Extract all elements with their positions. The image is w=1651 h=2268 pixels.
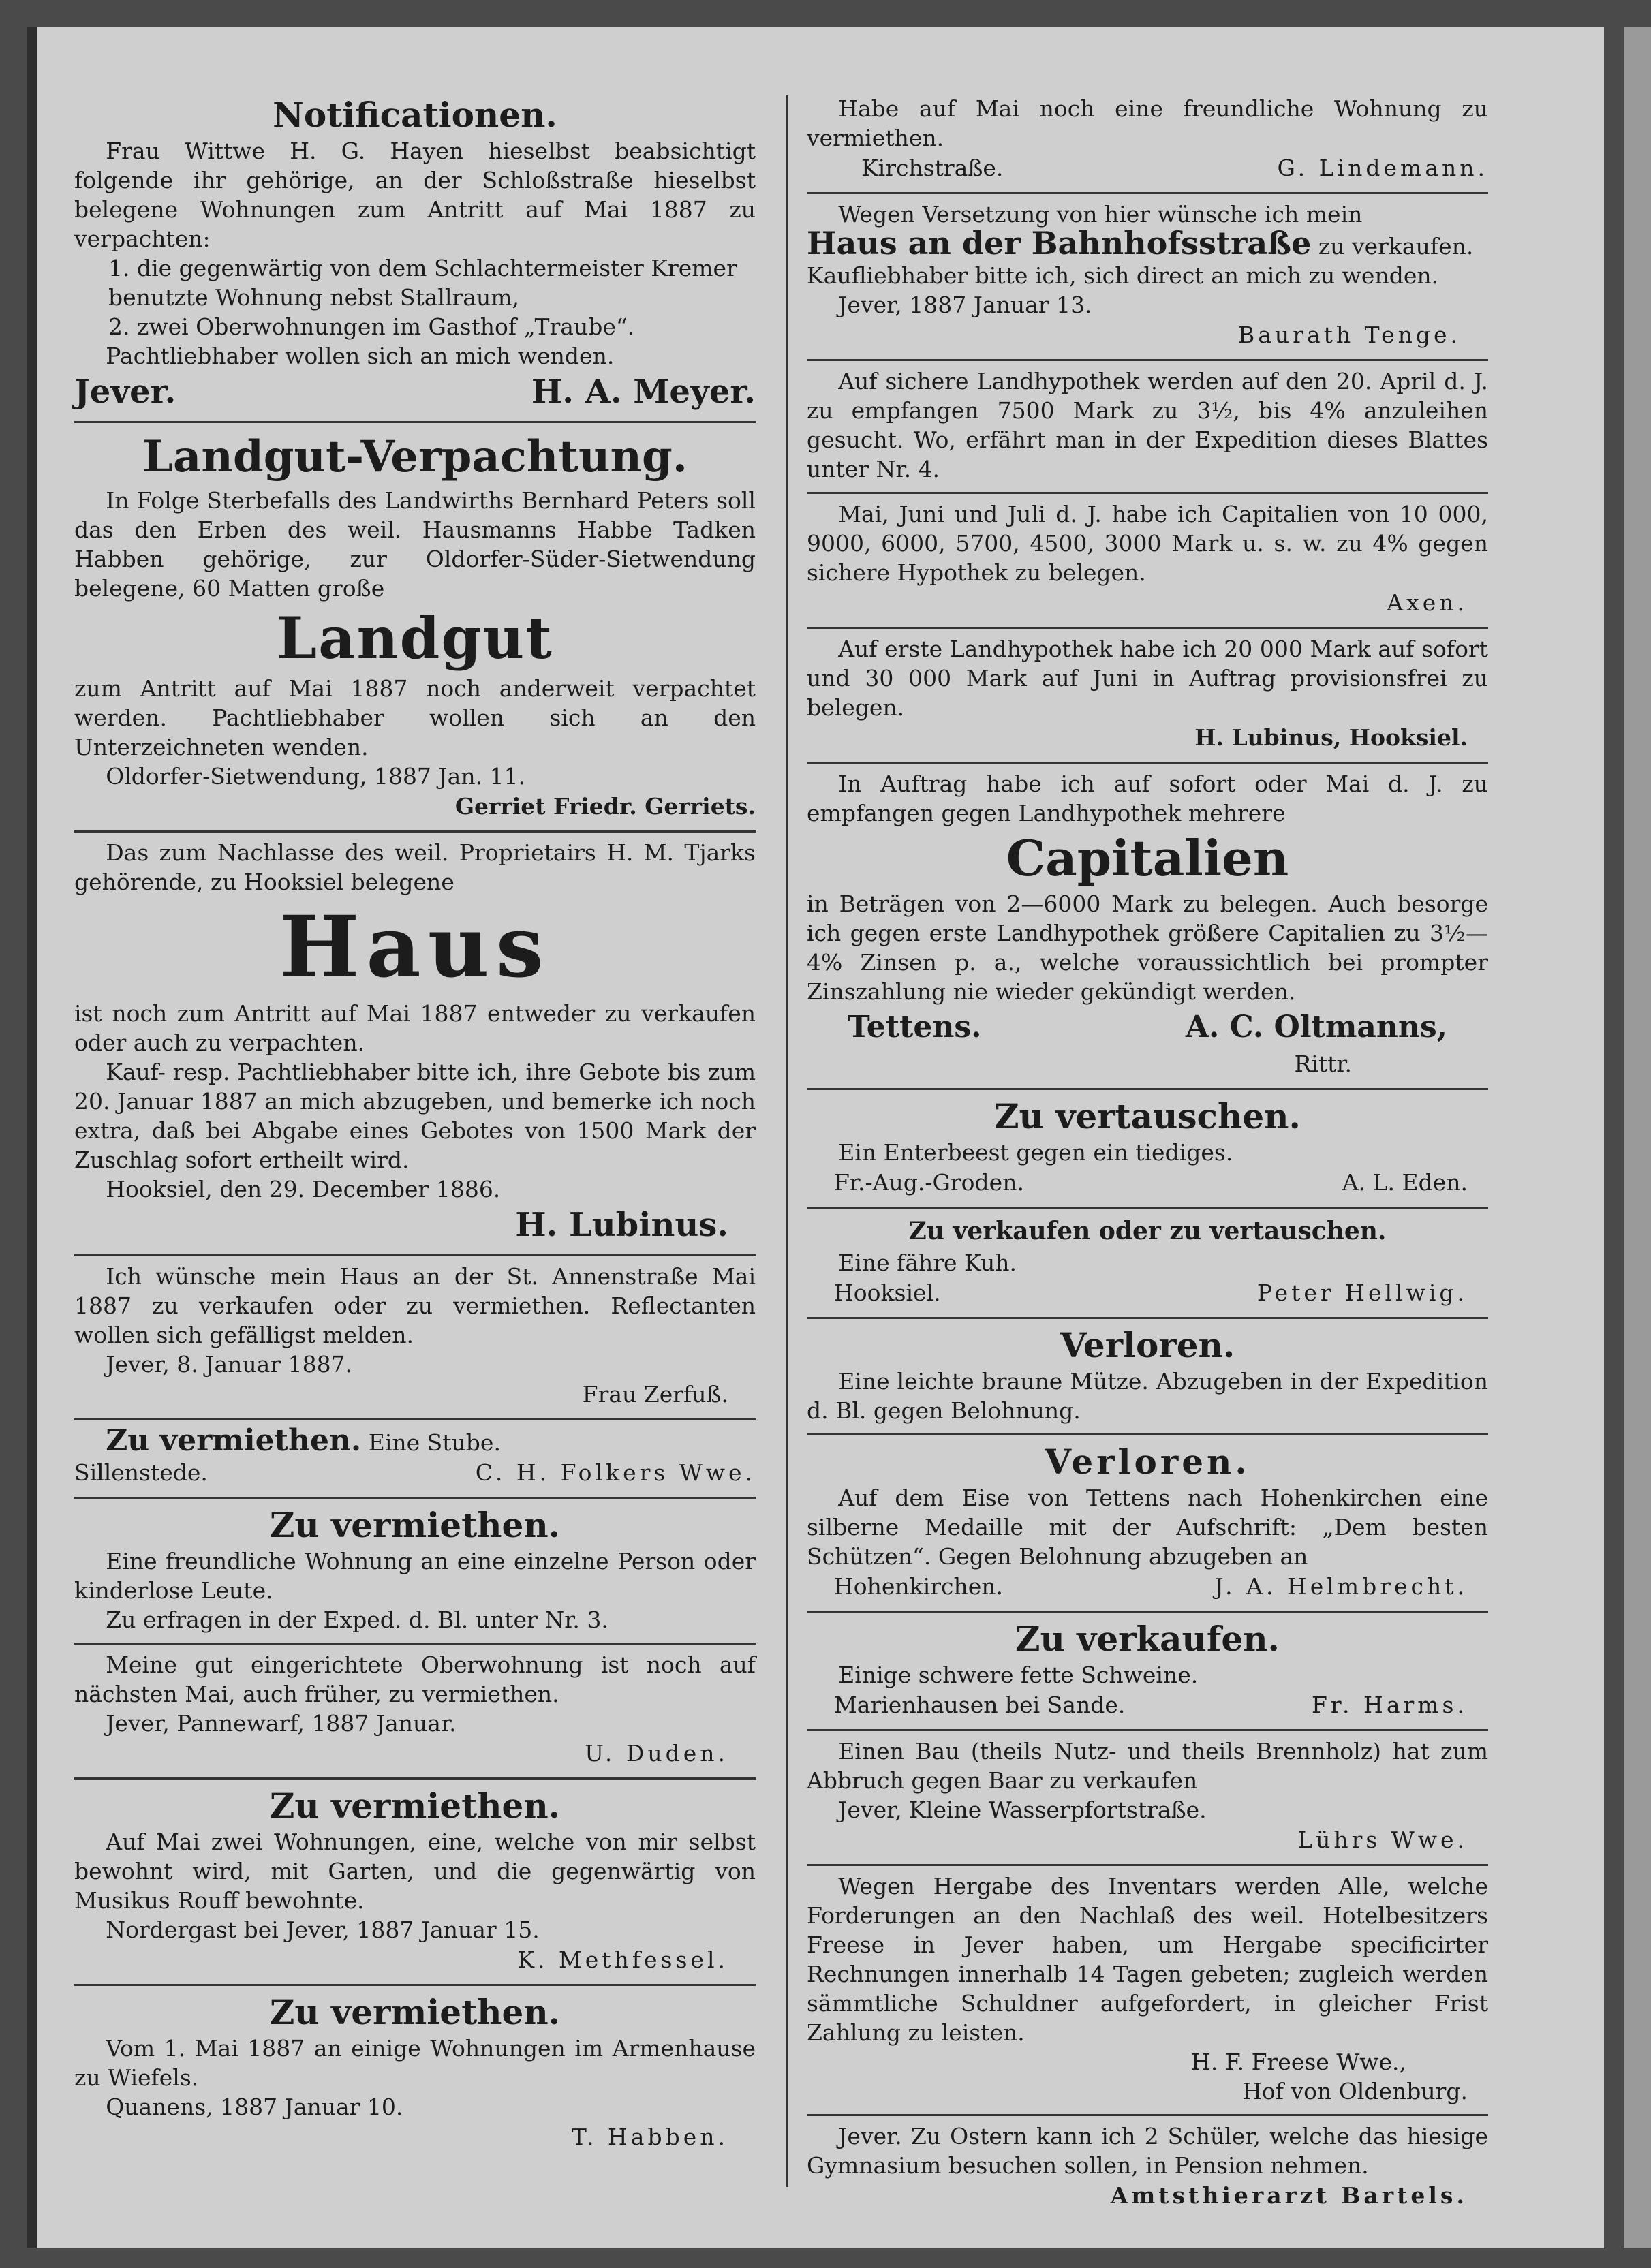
- ad-name: U. Duden.: [585, 1740, 728, 1767]
- ad-signature: [807, 2180, 1488, 2211]
- ad-text: ist noch zum Antritt auf Mai 1887 entweder zu verkaufen oder auch zu verpachten.: [74, 1000, 756, 1056]
- ad-bartels: [807, 2116, 1488, 2220]
- ad-text: Eine freundliche Wohnung an eine einzelne Person oder kinderlose Leute.: [74, 1548, 756, 1604]
- ad-signature: [807, 1006, 1488, 1048]
- ad-text: Einen Bau (theils Nutz- und theils Brennholz) hat zum Abbruch gegen Baar zu verkaufen: [807, 1738, 1488, 1794]
- ad-place: Marienhausen bei Sande.: [834, 1692, 1126, 1718]
- ad-date: Hooksiel, den 29. December 1886.: [106, 1176, 501, 1202]
- ad-display-word: Haus: [279, 898, 551, 997]
- ad-date: Nordergast bei Jever, 1887 Januar 15.: [106, 1916, 540, 1943]
- ad-heading: Landgut-Verpachtung.: [142, 431, 688, 482]
- ad-signature: [74, 1944, 756, 1976]
- ad-heading: Zu verkaufen oder zu vertauschen.: [908, 1217, 1387, 1245]
- ad-text: [74, 1423, 756, 1458]
- ad-name: Fr. Harms.: [1312, 1692, 1468, 1718]
- ad-text: Auf erste Landhypothek habe ich 20 000 Mark auf sofort und 30 000 Mark auf Juni in Auftrag provisionsfrei zu belegen.: [807, 636, 1488, 721]
- ad-bau: [807, 1731, 1488, 1866]
- ad-place: Hooksiel.: [834, 1279, 941, 1306]
- ad-date: Oldorfer-Sietwendung, 1887 Jan. 11.: [106, 763, 526, 790]
- ad-text: Zu erfragen in der Exped. d. Bl. unter Nr. 3.: [106, 1606, 608, 1633]
- ad-title: Rittr.: [1294, 1051, 1352, 1077]
- ad-text: Ein Enterbeest gegen ein tiediges.: [838, 1139, 1233, 1166]
- ad-text-inline: zu verkaufen.: [1318, 233, 1474, 260]
- ad-name: H. F. Freese Wwe.,: [1191, 2049, 1406, 2075]
- ad-text: zum Antritt auf Mai 1887 noch anderweit verpachtet werden. Pachtliebhaber wollen sich an den Unterzeichneten wenden.: [74, 675, 756, 760]
- ad-heading: Zu verkaufen.: [1015, 1619, 1280, 1659]
- ad-heading: Zu vermiethen.: [269, 1786, 561, 1826]
- ad-place: Jever.: [74, 373, 176, 411]
- ad-tenge: [807, 194, 1488, 361]
- ad-signature: [807, 153, 1488, 184]
- ad-text: Eine fähre Kuh.: [838, 1249, 1017, 1276]
- ad-text: Jever. Zu Ostern kann ich 2 Schüler, welche das hiesige Gymnasium besuchen sollen, in Pension nehmen.: [807, 2123, 1488, 2179]
- ad-text: Habe auf Mai noch eine freundliche Wohnung zu vermiethen.: [807, 95, 1488, 151]
- ad-date: Jever, Pannewarf, 1887 Januar.: [106, 1710, 457, 1737]
- ad-text: Mai, Juni und Juli d. J. habe ich Capitalien von 10 000, 9000, 6000, 5700, 4500, 3000 Mark u. s. w. zu 4% gegen sichere Hypothek zu belegen.: [807, 501, 1488, 586]
- ad-vertauschen: [807, 1090, 1488, 1209]
- ad-text: In Auftrag habe ich auf sofort oder Mai d. J. zu empfangen gegen Landhypothek mehrere: [807, 771, 1488, 826]
- ad-heading: Zu vertauschen.: [994, 1096, 1301, 1136]
- ad-signature: [807, 587, 1488, 619]
- ad-name: A. C. Oltmanns,: [1185, 1010, 1447, 1044]
- ad-text-inline: Eine Stube.: [368, 1429, 501, 1456]
- ad-text: Kauf- resp. Pachtliebhaber bitte ich, ihre Gebote bis zum 20. Januar 1887 an mich abzugeben, und bemerke ich noch extra, daß bei Abgabe eines Gebotes von 1500 Mark der Zuschlag sofort ertheilt wird.: [74, 1059, 756, 1173]
- ad-name: Peter Hellwig.: [1256, 1279, 1468, 1306]
- ad-list-item: 2. zwei Oberwohnungen im Gasthof „Traube“.: [108, 313, 635, 340]
- ad-signature: [74, 1738, 756, 1769]
- ad-folkers: [74, 1420, 756, 1499]
- ad-schweine: [807, 1613, 1488, 1731]
- column-divider: [786, 95, 788, 2187]
- ad-heading: Verloren.: [1060, 1325, 1235, 1365]
- ad-signature: [807, 1277, 1488, 1309]
- left-column: [74, 89, 756, 2161]
- ad-date: Jever, Kleine Wasserpfortstraße.: [838, 1797, 1207, 1823]
- ad-landgut: [74, 423, 756, 833]
- ad-place: Fr.-Aug.-Groden.: [834, 1169, 1024, 1196]
- ad-name: Frau Zerfuß.: [582, 1381, 728, 1408]
- ad-text: Wegen Versetzung von hier wünsche ich mein: [838, 201, 1363, 228]
- ad-signature: [807, 1571, 1488, 1602]
- ad-zerfuss: [74, 1256, 756, 1420]
- ad-name: C. H. Folkers Wwe.: [475, 1459, 756, 1486]
- ad-name: Axen.: [1387, 589, 1468, 616]
- ad-heading: Verloren.: [1045, 1442, 1250, 1482]
- ad-vermiethen-1: [74, 1499, 756, 1645]
- ad-signature: [807, 1824, 1488, 1856]
- ad-kuh: [807, 1209, 1488, 1319]
- right-column: [807, 89, 1488, 2220]
- ad-date: Jever, 1887 Januar 13.: [838, 292, 1092, 318]
- ad-text: Meine gut eingerichtete Oberwohnung ist noch auf nächsten Mai, auch früher, zu vermiethen.: [74, 1651, 756, 1707]
- ad-name: A. L. Eden.: [1342, 1169, 1468, 1196]
- ad-heading: Zu vermiethen.: [106, 1423, 362, 1458]
- ad-heading: Zu vermiethen.: [269, 1992, 561, 2032]
- ad-verloren-1: [807, 1319, 1488, 1435]
- ad-verloren-2: [807, 1435, 1488, 1613]
- scan-edge: [1624, 27, 1651, 2248]
- ad-name-2: Hof von Oldenburg.: [1242, 2078, 1468, 2104]
- ad-text: Auf sichere Landhypothek werden auf den 20. April d. J. zu empfangen 7500 Mark zu 3½, bis 4% anzuleihen gesucht. Wo, erfährt man in der Expedition dieses Blattes unter Nr. 4.: [807, 368, 1488, 482]
- ad-place: Sillenstede.: [74, 1459, 208, 1486]
- ad-date: Jever, 8. Januar 1887.: [106, 1351, 353, 1378]
- ad-haus: [74, 833, 756, 1256]
- ad-notificationen: [74, 89, 756, 423]
- ad-name: K. Methfessel.: [517, 1946, 728, 1973]
- ad-text: Auf Mai zwei Wohnungen, eine, welche von mir selbst bewohnt wird, mit Garten, und die gegenwärtig von Musikus Rouff bewohnte.: [74, 1829, 756, 1914]
- ad-vermiethen-2: [74, 1780, 756, 1986]
- ad-heading: Zu vermiethen.: [269, 1505, 561, 1545]
- ad-signature: [74, 1457, 756, 1489]
- ad-lindemann: [807, 89, 1488, 194]
- ad-text: In Folge Sterbefalls des Landwirths Bernhard Peters soll das den Erben des weil. Hausmanns Habbe Tadken Habben gehörige, zur Oldorfer-Süder-Sietwendung belegene, 60 Matten große: [74, 487, 756, 602]
- ad-heading: Notificationen.: [273, 95, 557, 135]
- ad-text: Wegen Hergabe des Inventars werden Alle, welche Forderungen an den Nachlaß des weil. Hotelbesitzers Freese in Jever haben, um Hergabe specificirter Rechnungen innerhalb 14 Tagen gebeten; zugleich werden sämmtliche Schuldner aufgefordert, in gleicher Frist Zahlung zu leisten.: [807, 1873, 1488, 2046]
- ad-capitalien: [807, 764, 1488, 1090]
- ad-name: G. Lindemann.: [1277, 155, 1488, 181]
- ad-name: H. Lubinus.: [515, 1206, 728, 1244]
- ad-place: Hohenkirchen.: [834, 1573, 1004, 1600]
- ad-text: Einige schwere fette Schweine.: [838, 1662, 1199, 1688]
- ad-signature: [74, 791, 756, 822]
- ad-axen: [807, 494, 1488, 629]
- ad-text: Vom 1. Mai 1887 an einige Wohnungen im Armenhause zu Wiefels.: [74, 2035, 756, 2091]
- ad-list-item: 1. die gegenwärtig von dem Schlachtermeister Kremer benutzte Wohnung nebst Stallraum,: [108, 255, 737, 311]
- ad-text: Kaufliebhaber bitte ich, sich direct an mich zu wenden.: [807, 262, 1439, 289]
- ad-place: Kirchstraße.: [861, 155, 1004, 181]
- ad-bold-text: Haus an der Bahnhofsstraße: [807, 225, 1312, 262]
- ad-vermiethen-3: [74, 1986, 756, 2161]
- ad-freese: [807, 1866, 1488, 2116]
- ad-name: Baurath Tenge.: [1237, 322, 1461, 348]
- ad-name: Gerriet Friedr. Gerriets.: [454, 793, 756, 820]
- ad-signature: [74, 371, 756, 413]
- ad-name: J. A. Helmbrecht.: [1214, 1573, 1468, 1600]
- ad-name: Amtsthierarzt Bartels.: [1110, 2182, 1468, 2209]
- ad-signature: [74, 1204, 756, 1246]
- ad-duden: [74, 1645, 756, 1780]
- ad-date: Quanens, 1887 Januar 10.: [106, 2094, 403, 2120]
- ad-text: in Beträgen von 2—6000 Mark zu belegen. Auch besorge ich gegen erste Landhypothek größere Capitalien zu 3½—4% Zinsen p. a., welche voraussichtlich bei prompter Zinszahlung nie wieder gekündigt werden.: [807, 890, 1488, 1005]
- ad-lubinus-hypothek: [807, 629, 1488, 764]
- ad-signature: [807, 722, 1488, 754]
- ad-text: Pachtliebhaber wollen sich an mich wenden.: [106, 343, 615, 369]
- ad-text: Frau Wittwe H. G. Hayen hieselbst beabsichtigt folgende ihr gehörige, an der Schloßstraße hieselbst belegene Wohnungen zum Antritt auf Mai 1887 zu verpachten:: [74, 138, 756, 252]
- ad-text: [807, 225, 1488, 262]
- ad-text: Auf dem Eise von Tettens nach Hohenkirchen eine silberne Medaille mit der Aufschrift: „Dem besten Schützen“. Gegen Belohnung abzugeben an: [807, 1485, 1488, 1570]
- ad-signature: [807, 320, 1488, 351]
- ad-text: Das zum Nachlasse des weil. Proprietairs H. M. Tjarks gehörende, zu Hooksiel belegene: [74, 839, 756, 895]
- ad-signature: [74, 2122, 756, 2153]
- ad-display-word: Capitalien: [1006, 829, 1289, 887]
- newspaper-page: [27, 27, 1604, 2248]
- ad-name: Lührs Wwe.: [1297, 1827, 1468, 1853]
- ad-signature: [807, 1167, 1488, 1198]
- ad-display-word: Landgut: [277, 604, 553, 672]
- ad-signature-title: [807, 1048, 1488, 1080]
- ad-hypothek-1: [807, 361, 1488, 494]
- ad-name: T. Habben.: [571, 2124, 728, 2150]
- ad-signature: [807, 1690, 1488, 1721]
- ad-signature: [74, 1379, 756, 1410]
- ad-place: Tettens.: [848, 1010, 982, 1044]
- ad-name: H. A. Meyer.: [531, 373, 756, 411]
- ad-text: Ich wünsche mein Haus an der St. Annenstraße Mai 1887 zu verkaufen oder zu vermiethen. Reflectanten wollen sich gefälligst melden.: [74, 1263, 756, 1348]
- ad-name: H. Lubinus, Hooksiel.: [1194, 724, 1468, 751]
- ad-text: Eine leichte braune Mütze. Abzugeben in der Expedition d. Bl. gegen Belohnung.: [807, 1368, 1488, 1424]
